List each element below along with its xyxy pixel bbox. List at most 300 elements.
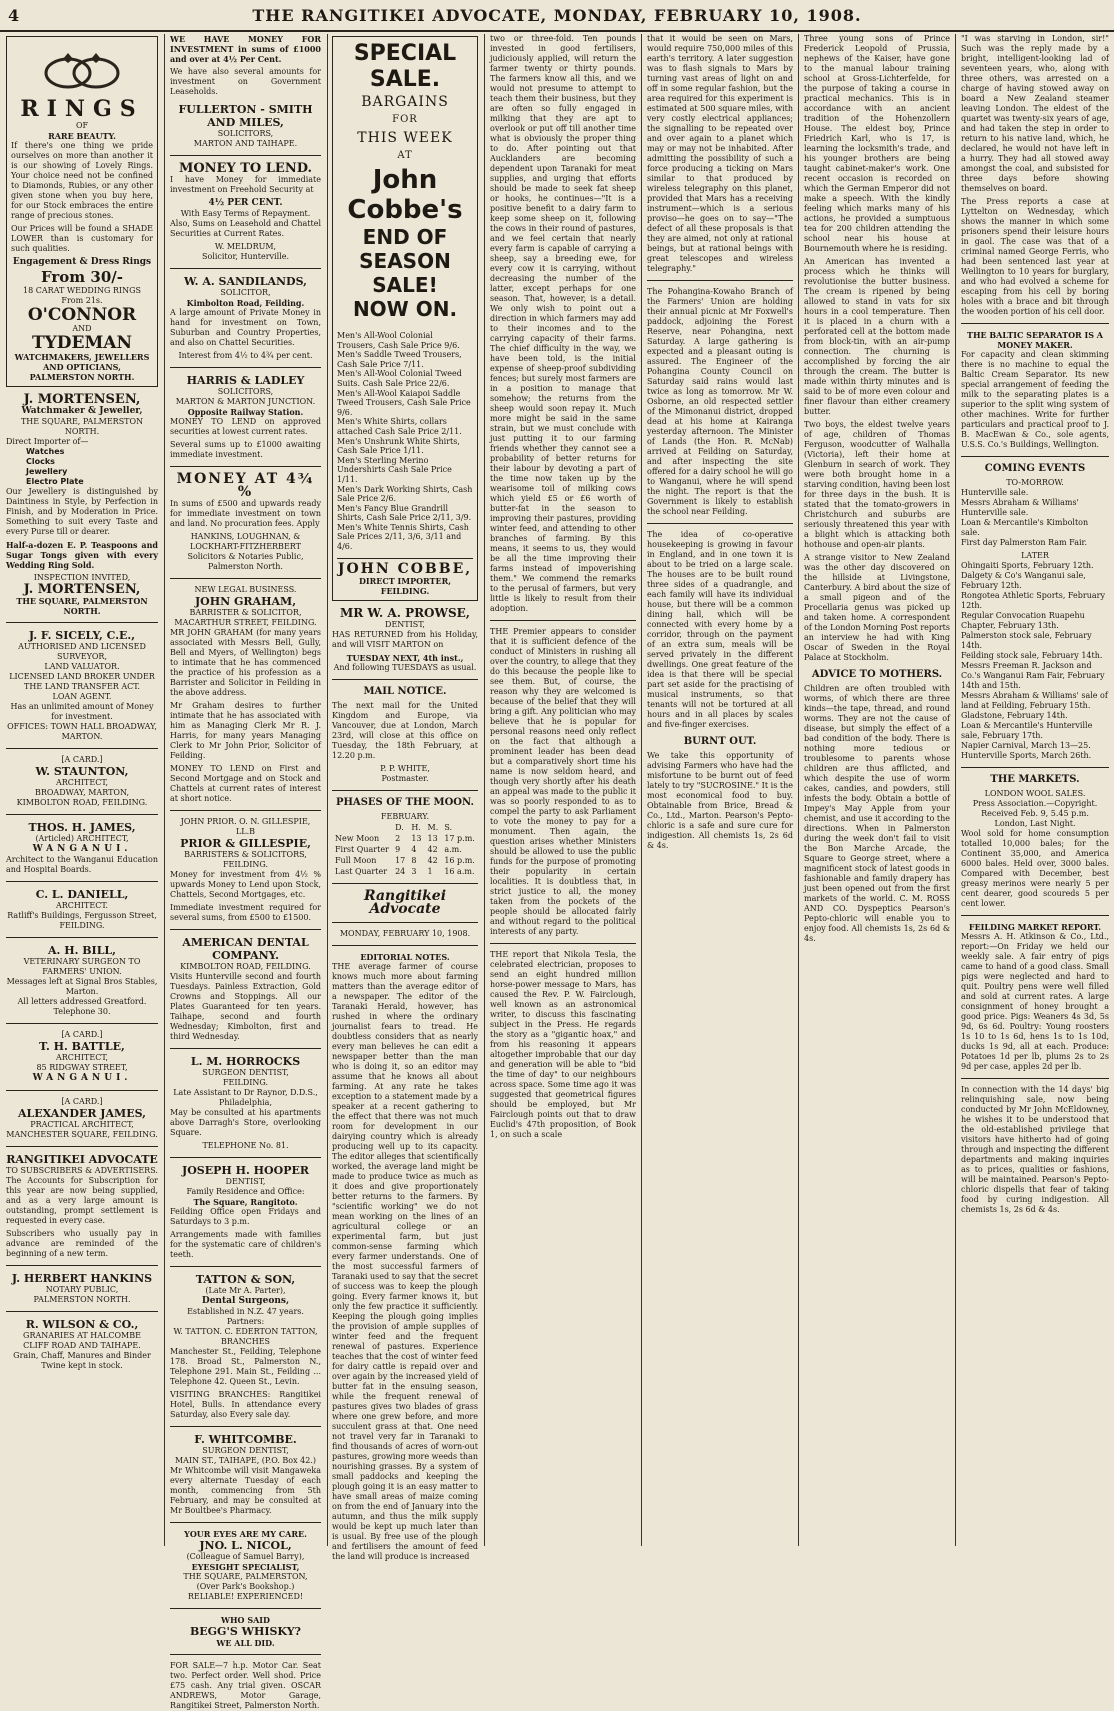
tatton-branches: BRANCHES	[220, 1337, 271, 1346]
hankins-advert	[6, 1272, 158, 1305]
graham-body2: Mr Graham desires to further intimate that he has associated with him as Managing Clerk Mr R. J. Harris, for many years Managing Clerk to Mr John Prior, Solicitor of Feilding.	[170, 701, 321, 760]
nicol-prev: (Colleague of Samuel Barry),	[186, 1552, 305, 1561]
hooper-advert	[170, 1164, 321, 1260]
harris-body: MONEY TO LEND on approved securities at lowest current rates.	[170, 417, 321, 436]
mortensen-addr2: THE SQUARE, PALMERSTON NORTH.	[16, 596, 148, 616]
special-sale-heading: SPECIAL SALE.	[353, 41, 457, 92]
article-body: THE report that Nikola Tesla, the celebrated electrician, proposes to send an eight hundred million horse-power message to Mars, has caused the Rev. P. W. Fairclough, well known as an astronomical writer, to discuss this fascinating subject in the Press. He regards the story as a "gigantic hoax," and from his reasoning it appears altogether improbable that our day and generation will be able to "bid the time of day" to our neighbours across space. Some time ago it was suggested that geometrical figures should be employed, but Mr Fairclough points out that to draw Euclid's 47th proposition, of Book 1, on such a scale	[490, 950, 636, 1139]
moon-cell: Full Moon	[335, 855, 377, 865]
bill-body2: All letters addressed Greatford.	[17, 997, 147, 1006]
moon-col: D.	[395, 822, 404, 832]
graham-name: JOHN GRAHAM,	[194, 595, 297, 608]
meldrum-head: MONEY TO LEND.	[178, 161, 313, 176]
moon-cell: 2	[395, 833, 401, 843]
battle-trade: ARCHITECT,	[55, 1053, 109, 1062]
special-sale-items	[337, 331, 473, 552]
daniell-trade: ARCHITECT.	[55, 901, 109, 910]
moon-col: M.	[427, 822, 439, 832]
beggs-a: WE ALL DID.	[216, 1638, 275, 1648]
cobbe-name: JOHN COBBE,	[337, 560, 473, 577]
horrocks-trade: SURGEON DENTIST,	[202, 1068, 289, 1077]
moon-cell: 3	[411, 866, 417, 876]
special-sale-end4: NOW ON.	[352, 297, 458, 321]
special-sale-end2: SEASON	[359, 249, 451, 273]
rings-engagement: Engagement & Dress Rings	[12, 257, 152, 267]
meldrum-role: Solicitor, Hunterville.	[201, 252, 290, 261]
rings-and: AND	[72, 324, 92, 333]
prowse-name: MR W. A. PROWSE,	[340, 605, 470, 620]
nicol-trade: EYESIGHT SPECIALIST,	[191, 1562, 300, 1572]
graham-body: MR JOHN GRAHAM (for many years associated with Messrs Bell, Gully, Bell and Myers, of Wellington) begs to intimate that he has commenced the practice of his profession as a Barrister and Solicitor in Feilding in the above address.	[170, 628, 321, 697]
dental-name: AMERICAN DENTAL COMPANY.	[182, 936, 309, 962]
money-at-advert	[170, 473, 321, 572]
article-body: Wool sold for home consumption totalled 10,000 bales; for the Continent 35,000, and America 6000 bales. Held over, 3000 bales. Compared with December, best greasy merinos were nearly 5 per cent dearer, good scoureds 5 per cent lower.	[961, 829, 1109, 908]
moon-cell: 16 p.m.	[444, 855, 475, 865]
section-heading: THE BALTIC SEPARATOR IS A MONEY MAKER.	[967, 330, 1103, 350]
nicol-name: JNO. L. NICOL,	[199, 1539, 292, 1552]
rings-firm2: TYDEMAN	[31, 333, 133, 353]
mortensen-name2: J. MORTENSEN,	[23, 582, 141, 597]
moon-cell: Last Quarter	[335, 866, 388, 876]
special-sale-end3: SALE!	[372, 273, 438, 297]
mail-name: P. P. WHITE,	[380, 763, 430, 773]
coming-events-heading: COMING EVENTS	[984, 463, 1086, 474]
editorial-heading: EDITORIAL NOTES.	[360, 951, 450, 962]
rings-body: If there's one thing we pride ourselves on more than another it is our showing of Lovely Rings. Your choice need not be confined to Diamonds, Rubies, or any other given stone when you buy here, for our Stock embraces the entire range of precious stones.	[11, 141, 153, 220]
horrocks-body2: May be consulted at his apartments above Darragh's Store, overlooking Square.	[170, 1108, 321, 1137]
sicely-line5: Has an unlimited amount of Money for investment.	[10, 702, 154, 721]
sicely-line3: LICENSED LAND BROKER UNDER THE LAND TRANSFER ACT.	[9, 672, 155, 691]
moon-row	[332, 833, 478, 844]
moon-cell: 17 p.m.	[444, 833, 475, 843]
nicol-addr: THE SQUARE, PALMERSTON,	[183, 1572, 308, 1581]
tatton-body: Manchester St., Feilding, Telephone 178. Broad St., Palmerston N., Telephone 291. Main St., Feilding ... Telephone 42. Queen St., Levin.	[170, 1347, 321, 1386]
money-head: WE HAVE MONEY FOR INVESTMENT in sums of £1000 and over at 4½ Per Cent.	[170, 34, 321, 64]
article-body: The Pohangina-Kowaho Branch of the Farmers' Union are holding their annual picnic at Mr Foxwell's paddock, adjoining the Forest Reserve, near Pohangina, next Saturday. A large gathering is expected and a pleasant outing is assured. The Engineer of the Pohangina County Council on Saturday said rains would last twice as long as tomorrow. Mr W. Osborne, an old respected settler of the Mimonanui district, dropped dead at his home at Kairanga yesterday afternoon. The Minister of Lands (the Hon. R. McNab) arrived at Feilding on Saturday, and after inspecting the site offered for a dairy school he will go to Wanganui, where he will spend the night. The report is that the Government is likely to establish the school near Feilding.	[647, 287, 793, 516]
article-body: For capacity and clean skimming there is no machine to equal the Baltic Cream Separator. Its new special arrangement of feeding the milk to the separating plates is a superior to the split wing system of other machines. Write for further particulars and practical proof to J. B. MacEwan & Co., sole agents, U.S.S. Co.'s Buildings, Wellington.	[961, 350, 1109, 449]
rings-of: OF	[75, 121, 89, 130]
sale-item: Men's Unshrunk White Shirts, Cash Sale Price 1/11.	[337, 436, 460, 456]
mortensen-trade: Watchmaker & Jeweller,	[21, 406, 143, 416]
feilding-market-heading: FEILDING MARKET REPORT.	[968, 922, 1102, 932]
staunton-card: [A CARD.]	[61, 755, 103, 764]
fullerton-trade: SOLICITORS,	[217, 129, 274, 138]
money-advert	[170, 34, 321, 97]
prior-advert	[170, 817, 321, 923]
moon-cell: 4	[411, 844, 417, 854]
page-number: 4	[8, 6, 20, 25]
london-line: London, Last Night.	[994, 819, 1076, 828]
article-body: that it would be seen on Mars, would require 750,000 miles of this earth's territory. A later suggestion was to flash signals to Mars by turning vast areas of light on and off in some regular fashion, but the area required for this experiment is estimated at 500 square miles, with very costly electrical appliances; the signalling to be repeated over and over again to a planet which may or may not be inhabited. After admitting the possibility of such a force producing a ticking on Mars similar to that produced by wireless telegraphy on this planet, provided that Mars has a receiving instrument—which is a serious proviso—he goes on to say—"The defect of all these proposals is that they are aimed, not only at rational beings, but at rational beings with great telescopes and wireless telegraphy."	[647, 34, 793, 273]
fullerton-advert	[170, 103, 321, 149]
editorial-body: THE average farmer of course knows much more about farming matters than the average editor of a newspaper. The editor of the Taranaki Herald, however, has rushed in where the ordinary journalist fears to tread. He doubtless considers that as nearly every man believes he can edit a newspaper better than the man who is doing it, so an editor may assume that he knows all about farming. At any rate he takes exception to a statement made by a speaker at a recent gathering to the effect that there was not much room for development in our dairying country which is already producing well up to its capacity. The editor alleges that scientifically worked, the average land might be made to produce twice as much as it does and give proportionately better returns to the farmers. By "scientific working" we do not mean working on the lines of an agricultural college or an experimental farm, but just common-sense farming which every farmer understands. One of the most successful farmers of Taranaki used to say that the secret of success was to keep the plough going. Every farmer knows it, but only the few practice it sufficiently. Keeping the plough going implies the provision of ample supplies of winter feed and the frequent renewal of pastures. Experience teaches that the cost of winter feed for dairy cattle is repaid over and over again by the increased yield of butter fat in the ensuing season, while the frequent renewal of pastures gives two blades of grass where one grew before, and more succulent grass at that. One need not travel very far in Taranaki to find thousands of acres of worn-out pastures, growing more weeds than nourishing grasses. By a system of small paddocks and keeping the plough going it is an easy matter to have small areas of maize coming on from the end of January into the autumn, and thus the milk supply would be kept up much later than is usual. By free use of the plough and fertilisers the amount of feed the land will produce is increased	[332, 961, 478, 1561]
moon-head: PHASES OF THE MOON.	[335, 796, 475, 808]
harris-name: HARRIS & LADLEY	[186, 374, 305, 387]
sicely-advert	[6, 629, 158, 742]
sandilands-trade: SOLICITOR,	[220, 288, 271, 297]
beggs-q1: WHO SAID	[221, 1615, 270, 1625]
event-item: Gladstone, February 14th.	[961, 711, 1068, 720]
sicely-line2: LAND VALUATOR.	[44, 662, 120, 671]
press-line: Press Association.—Copyright.	[972, 799, 1098, 808]
battle-name: T. H. BATTLE,	[39, 1040, 125, 1053]
moon-cell: 9	[395, 844, 401, 854]
battle-place: WANGANUI.	[32, 1073, 132, 1083]
nicol-addr2: (Over Park's Bookshop.)	[196, 1582, 295, 1591]
meldrum-advert	[170, 162, 321, 262]
whitcombe-advert	[170, 1433, 321, 1516]
article-body: Messrs A. H. Atkinson & Co., Ltd., report:—On Friday we held our weekly sale. A fair entry of pigs came to hand of a good class. Small pigs were neglected and hard to quit. Poultry pens were well filled and sold at current rates. A large consignment of honey brought a good price. Pigs: Weaners 4s 3d, 5s 9d, 6s 6d. Poultry: Young roosters 1s 10 to 1s 6d, hens 1s to 1s 10d, ducks 1s 9d, all at each. Produce: Potatoes 1d per lb, plums 2s to 2s 9d per case, apples 2d per lb.	[961, 932, 1109, 1071]
horrocks-name: L. M. HORROCKS	[190, 1055, 301, 1068]
daniell-name: C. L. DANIELL,	[35, 888, 129, 901]
article-body: An American has invented a process which he thinks will revolutionise the butter business. The cream is ripened by being allowed to stand in vats for six hours in a cool temperature. Then it is placed in a churn with a perforated cell at the bottom made from block-tin, with an air-pump connection. The churning is accomplished by forcing the air through the cream. The butter is made within thirty minutes and is said to be of more even colour and finer flavour than either creamery butter.	[804, 257, 950, 416]
article-body: We take this opportunity of advising Farmers who have had the misfortune to be burnt out of feed lately to try "SUCROSINE." It is the most economical food to buy. Obtainable from Brice, Bread & Co., Ltd., Marton. Pearson's Pepto-chloric is a safe and sure cure for indigestion. All chemists 1s, 2s 6d & 4s.	[647, 751, 793, 850]
prowse-body2: And following TUESDAYS as usual.	[333, 662, 477, 672]
article-body: In connection with the 14 days' big relinquishing sale, now being conducted by Mr John McEldowney, he wishes it to be understood that the old-established privilege that visitors have hitherto had of going through and inspecting the different departments and making inquiries as to prices, qualities or fashions, will be maintained. Pearson's Pepto-chloric dispells that fear of taking food by curing indigestion. All chemists 1s, 2s 6d & 4s.	[961, 1085, 1109, 1214]
mortensen-item: Electro Plate	[26, 477, 84, 486]
article-body: THE Premier appears to consider that it is sufficient defence of the conduct of Ministers in rushing all over the country, to allege that they do this because the people like to see them. But, of course, the reason why they are welcomed is because of the belief that they will bring a gift. Any politician who may believe that he is popular for personal reasons need only reflect on the fact that although a prominent leader has been dead but a comparatively short time his name is now seldom heard, and though very shortly after his death an appeal was made to the public it was so poorly responded to as to compel the party to ask Parliament to vote the money to pay for a monument. Then again, the question arises whether Ministers should be allowed to use the public funds for the purpose of promoting their popularity in certain localities. It is doubtless that, in strict justice to all, the money taken from the pockets of the people should be allocated fairly and without regard to the political interests of any party.	[490, 627, 636, 936]
mortensen-advert	[6, 393, 158, 616]
sale-item: Men's Saddle Tweed Trousers, Cash Sale Price 7/11.	[337, 350, 462, 369]
james-trade: (Articled) ARCHITECT,	[35, 834, 129, 843]
alexander-advert	[6, 1097, 158, 1140]
prowse-body: HAS RETURNED from his Holiday, and will VISIT MARTON on	[332, 629, 478, 649]
tatton-names: W. TATTON. C. EDERTON TATTON,	[173, 1327, 318, 1336]
event-item: Hunterville Sports, March 26th.	[961, 751, 1092, 760]
beggs-q2: BEGG'S WHISKY?	[189, 1625, 301, 1638]
section-heading: BURNT OUT.	[683, 736, 757, 747]
moon-cell: 24	[395, 866, 406, 876]
moon-cell: 8	[411, 855, 417, 865]
graham-notice: NEW LEGAL BUSINESS.	[194, 585, 297, 594]
event-item: Rongotea Athletic Sports, February 12th.	[961, 591, 1105, 610]
mail-notice	[332, 686, 478, 784]
sicely-line6: OFFICES: TOWN HALL BROADWAY, MARTON.	[7, 722, 157, 741]
moon-col: S.	[444, 822, 453, 832]
wilson-line2: CLIFF ROAD AND TAIHAPE.	[23, 1341, 141, 1350]
bill-tel: Telephone 30.	[53, 1007, 111, 1016]
article-body: The Press reports a case at Lyttelton on Wednesday, which shows the manner in which some prisoners spend their leisure hours in gaol. The case was that of a criminal named George Ferris, who had been sentenced last year at Wellington to 10 years for burglary, and who had evolved a scheme for escaping from his cell by boring holes with a brace and bit through the wooden portion of his cell door.	[961, 197, 1109, 316]
motor-sale: FOR SALE—7 h.p. Motor Car. Seat two. Perfect order. Well shod. Price £75 cash. Any trial given. OSCAR ANDREWS, Motor Garage, Rangitikei Street, Palmerston North.	[170, 1661, 321, 1710]
harris-addr: Opposite Railway Station.	[187, 407, 304, 417]
cobbe-trade: DIRECT IMPORTER,	[358, 575, 452, 586]
sale-item: Men's Fancy Blue Grandrill Shirts, Cash Sale Price 2/11, 3/9.	[337, 503, 472, 523]
hooper-line: Family Residence and Office:	[186, 1187, 305, 1196]
markets-heading: THE MARKETS.	[990, 774, 1080, 785]
alexander-card: [A CARD.]	[61, 1097, 103, 1106]
mail-head: MAIL NOTICE.	[363, 685, 447, 697]
wilson-advert	[6, 1318, 158, 1371]
advocate-body: The Accounts for Subscription for this year are now being supplied, and as a very large amount is outstanding, prompt settlement is requested in every case.	[6, 1176, 158, 1225]
london-heading: LONDON WOOL SALES.	[984, 789, 1086, 798]
prior-body2: Immediate investment required for several sums, from £500 to £1500.	[170, 903, 321, 922]
staunton-name: W. STAUNTON,	[35, 765, 129, 778]
tomorrow-heading: TO-MORROW.	[1006, 478, 1064, 487]
sale-item: Men's All-Wool Kaiapoi Saddle Tweed Trousers, Cash Sale Price 9/6.	[337, 388, 471, 417]
wilson-line1: GRANARIES AT HALCOMBE	[23, 1331, 141, 1340]
horrocks-body: Late Assistant to Dr Raynor, D.D.S., Philadelphia,	[173, 1088, 318, 1107]
moon-row	[332, 866, 478, 877]
event-item: Feilding stock sale, February 14th.	[961, 651, 1103, 660]
moon-cell: First Quarter	[335, 844, 389, 854]
fullerton-name: FULLERTON - SMITH AND MILES,	[178, 103, 313, 129]
tatton-trade: Dental Surgeons,	[201, 1296, 290, 1306]
mortensen-teaspoons: Half-a-dozen E. P. Teaspoons and Sugar Tongs given with every Wedding Ring Sold.	[6, 540, 158, 570]
article-body: "I was starving in London, sir!" Such was the reply made by a bright, intelligent-looking lad of seventeen years, who, along with three others, was arrested on a charge of having stowed away on board a New Zealand steamer leaving London. The eldest of the quartet was twenty-six years of age, and had taken the step in order to return to his native land, which, he declared, he would not have left in a hurry. They had all stowed away amongst the coal, and subsisted for three days before showing themselves on board.	[961, 34, 1109, 193]
event-item: Messrs Abraham & Williams' Hunterville sale.	[961, 498, 1079, 517]
bill-advert	[6, 944, 158, 1017]
sicely-line4: LOAN AGENT.	[52, 692, 112, 701]
wilson-name: R. WILSON & CO.,	[25, 1318, 139, 1331]
event-item: Loan & Mercantile's Kimbolton sale.	[961, 518, 1089, 537]
mortensen-importer: Direct Importer of—	[6, 437, 89, 446]
hankins-trade: NOTARY PUBLIC,	[45, 1285, 119, 1294]
hankins-name: J. HERBERT HANKINS	[11, 1272, 153, 1285]
harris-trade: SOLICITORS,	[217, 387, 274, 396]
whitcombe-body: Mr Whitcombe will visit Mangaweka every alternate Tuesday of each month, commencing from 5th February, and may be consulted at Mr Boultbee's Pharmacy.	[170, 1466, 321, 1515]
column-rule	[955, 34, 956, 1546]
advocate-body2: Subscribers who usually pay in advance are reminded of the beginning of a new term.	[6, 1229, 158, 1258]
newspaper-title: THE RANGITIKEI ADVOCATE, MONDAY, FEBRUARY 10, 1908.	[252, 6, 862, 25]
article-body: A strange visitor to New Zealand was the other day discovered on the hillside at Livingstone, Canterbury. A bird about the size of a small pigeon and of the Procellaria genus was picked up and taken home. A correspondent of the London Morning Post reports an interview he had with King Oscar of Sweden in the Royal Palace at Stockholm.	[804, 553, 950, 662]
harris-place: MARTON & MARTON JUNCTION.	[175, 397, 316, 406]
money-body: We have also several amounts for investment on Government Leaseholds.	[170, 67, 321, 96]
moon-table	[332, 822, 478, 877]
graham-addr: MACARTHUR STREET, FEILDING.	[174, 618, 317, 627]
whitcombe-trade: SURGEON DENTIST,	[202, 1446, 289, 1455]
james-body: Architect to the Wanganui Education and Hospital Boards.	[6, 855, 158, 874]
nicol-head: YOUR EYES ARE MY CARE.	[184, 1529, 307, 1539]
harris-body2: Several sums up to £1000 awaiting immediate investment.	[170, 440, 321, 459]
horrocks-place: FEILDING.	[222, 1078, 269, 1087]
beggs-advert	[170, 1615, 321, 1648]
masthead	[0, 0, 1114, 32]
prior-place: FEILDING.	[222, 860, 269, 869]
event-item: Ohingaiti Sports, February 12th.	[961, 561, 1094, 570]
section-heading: ADVICE TO MOTHERS.	[811, 669, 943, 680]
special-sale-line: THIS WEEK	[357, 130, 453, 146]
column-1	[6, 34, 158, 1546]
horrocks-advert	[170, 1055, 321, 1151]
article-body: two or three-fold. Ten pounds invested in good fertilisers, judiciously applied, will return the farmer twenty or thirty pounds. The farmers know all this, and we would not presume to attempt to teach them their business, but they are often so fully engaged in milking that they are apt to overlook or put off till another time what is obviously the proper thing to do. After pointing out that Aucklanders are becoming dependent upon Taranaki for meat supplies, and urging that efforts should be made to seek fat sheep or hooks, he continues—"It is a positive benefit to a dairy farm to keep some sheep on it, following the cows in their round of pastures, and we feel certain that nearly every farm is capable of carrying a sheep, say a breeding ewe, for every cow it is carrying, without decreasing the number of the latter, except perhaps for one season. That, however, is a detail. We only wish to point out a direction in which farmers may add to their incomes and to the carrying capacity of their farms. The chief difficulty in the way, we have been told, is the initial expense of sheep-proof subdividing fences; but surely most farmers are in a position to manage that somehow; the returns from the sheep would soon repay it. Much more might be said in the same strain, but we must conclude with just putting it to our farming friends whether they cannot see a probability of better returns for their labour by devoting a part of the time now taken up by the wearisome toil of milking cows which yield £5 or £6 worth of butter-fat in the season to improving their pastures, providing winter feed, and attending to other branches of farming. By this means, it seems to us, they would be all the time improving their farms instead of impoverishing them." We commend the remarks to the perusal of farmers, but very little is likely to result from their adoption.	[490, 34, 636, 613]
sale-item: Men's White Shirts, collars attached Cash Sale Price 2/11.	[337, 417, 462, 436]
special-sale-line: AT	[397, 150, 413, 161]
alexander-addr: MANCHESTER SQUARE, FEILDING.	[6, 1130, 158, 1139]
advocate-name: RANGITIKEI ADVOCATE	[6, 1153, 158, 1166]
tatton-name: TATTON & SON,	[195, 1273, 296, 1286]
moon-cell: 13	[411, 833, 422, 843]
horrocks-tel: TELEPHONE No. 81.	[202, 1141, 289, 1150]
rings-advert	[6, 36, 158, 387]
whitcombe-name: F. WHITCOMBE.	[194, 1433, 297, 1446]
mail-role: Postmaster.	[381, 773, 429, 783]
advocate-notice	[6, 1153, 158, 1259]
moon-cell: 16 a.m.	[444, 866, 475, 876]
alexander-name: ALEXANDER JAMES,	[18, 1107, 146, 1120]
paper-date: MONDAY, FEBRUARY 10, 1908.	[339, 928, 471, 938]
mortensen-item: Clocks	[26, 457, 55, 466]
james-advert	[6, 821, 158, 875]
whitcombe-addr: MAIN ST., TAIHAPE, (P.O. Box 42.)	[174, 1456, 317, 1465]
graham-trade: BARRISTER & SOLICITOR,	[189, 608, 302, 617]
article-body: Two boys, the eldest twelve years of age, children of Thomas Ferguson, woodcutter of Walhalla (Victoria), left their home at Glenburn in search of work. They were both brought home in a starving condition, having been lost for three days in the bush. It is stated that the tomato-growers in Christchurch and suburbs are seriously threatened this year with a blight which is attacking both hothouse and open-air plants.	[804, 420, 950, 549]
event-item: Loan & Mercantile's Hunterville sale, February 17th.	[961, 721, 1093, 740]
moon-month: FEBRUARY.	[380, 811, 430, 821]
editorial	[332, 887, 478, 1562]
rings-heading: RINGS	[20, 96, 144, 122]
moon-cell: 42	[427, 855, 438, 865]
mortensen-item: Watches	[26, 447, 65, 456]
event-item: Messrs Abraham & Williams' sale of land at Feilding, February 15th.	[961, 691, 1108, 710]
column-7	[961, 34, 1109, 1546]
meldrum-body: I have Money for immediate investment on Freehold Security at	[170, 175, 321, 194]
rings-place: PALMERSTON NORTH.	[29, 372, 135, 382]
battle-addr: 85 RIDGWAY STREET,	[36, 1063, 128, 1072]
wilson-line3: Grain, Chaff, Manures and Binder Twine kept in stock.	[13, 1351, 151, 1370]
staunton-advert	[6, 755, 158, 808]
advocate-sub: TO SUBSCRIBERS & ADVERTISERS.	[6, 1166, 158, 1175]
bill-name: A. H. BILL,	[48, 944, 116, 957]
column-5	[647, 34, 793, 1546]
tatton-partners: Partners:	[226, 1317, 265, 1326]
moon-col: H.	[411, 822, 421, 832]
graham-body3: MONEY TO LEND on First and Second Mortgage and on Stock and Chattels at current rates of interest at short notice.	[170, 764, 321, 803]
tatton-est: Established in N.Z. 47 years.	[187, 1307, 304, 1316]
sandilands-advert	[170, 275, 321, 361]
dental-place: KIMBOLTON ROAD, FEILDING.	[180, 962, 311, 971]
hooper-body2: Arrangements made with families for the systematic care of children's teeth.	[170, 1230, 321, 1259]
rings-illustration	[40, 47, 124, 91]
moon-cell: 1	[427, 866, 433, 876]
column-rule	[641, 34, 642, 1546]
meldrum-body3: Also, Sums on Leasehold and Chattel Securities at Current Rates.	[170, 219, 321, 238]
special-sale-line: BARGAINS	[361, 94, 449, 110]
harris-advert	[170, 374, 321, 460]
sale-item: Men's White Tennis Shirts, Cash Sale Prices 2/11, 3/6, 3/11 and 4/6.	[337, 522, 469, 552]
moon-cell: New Moon	[335, 833, 380, 843]
article-body: Children are often troubled with worms, of which there are three kinds—the tape, thread, and round worms. They are not the cause of disease, but simply the effect of a bad condition of the body. There is nothing more tedious or troublesome to parents whose children are thus afflicted, and which despite the use of worm cakes, candies, and powders, still infests the body. Obtain a bottle of Impey's May Apple from your chemist, and use it according to the directions. When in Palmerston during the week don't fail to visit the Bon Marche Arcade, the Square to George street, where a magnificent stock of latest goods in fashionable and family drapery has just been opened out from the first markets of the world. C. M. ROSS AND CO. Dyspeptics Pearson's Pepto-chloric will enable you to enjoy food. All chemists 1s, 2s 6d & 4s.	[804, 684, 950, 943]
rings-trade: WATCHMAKERS, JEWELLERS AND OPTICIANS,	[14, 352, 150, 372]
nicol-advert	[170, 1529, 321, 1602]
mortensen-addr: THE SQUARE, PALMERSTON NORTH.	[20, 417, 144, 436]
event-item: Palmerston stock sale, February 14th.	[961, 631, 1092, 650]
money-at-name: HANKINS, LOUGHNAN, & LOCKHART-FITZHERBERT	[190, 532, 301, 551]
hooper-addr: The Square, Rangitoto.	[193, 1197, 298, 1207]
article-body: Three young sons of Prince Frederick Leopold of Prussia, nephews of the Kaiser, have gone to the manual labour training school at Gross-Lichterfelde, for the purpose of taking a course in practical mechanics. This is in accordance with an ancient tradition of the Hohenzollern House. The eldest boy, Prince Friedrich Karl, who is 17, is learning the locksmith's trade, and his younger brothers are being taught cabinet-maker's work. One recent occasion is recorded on which the German Emperor did not make a speech. With the kindly feeling which marks many of his actions, he provided a sumptuous tea for 200 children attending the school near his house at Bournemouth where he is residing.	[804, 34, 950, 253]
money-at-head: MONEY AT 4¾ %	[176, 471, 315, 500]
mortensen-body: Our Jewellery is distinguished by Daintiness in Style, by Perfection in Finish, and by Moderation in Price. Something to suit every Taste and every Purse till or dearer.	[6, 487, 158, 536]
prior-trade: BARRISTERS & SOLICITORS,	[184, 850, 307, 859]
event-item: Hunterville sale.	[961, 488, 1029, 497]
rings-wedding: 18 CARAT WEDDING RINGS From 21s.	[23, 286, 141, 305]
sale-item: Men's Sterling Merino Undershirts Cash Sale Price 1/11.	[337, 455, 452, 484]
prowse-date: TUESDAY NEXT, 4th inst.,	[346, 652, 464, 663]
battle-card: [A CARD.]	[61, 1030, 103, 1039]
hooper-trade: DENTIST,	[225, 1177, 266, 1186]
column-6	[804, 34, 950, 1546]
article-body: The idea of co-operative housekeeping is growing in favour in England, and in one town it is about to be tried on a large scale. The houses are to be built round three sides of a quadrangle, and each family will have its individual house, but there will be a common dining hall, which will be connected with every home by a corridor, through on the payment of an extra sum, meals will be served privately in the different dwellings. One great feature of the idea is that there will be special part set aside for the practising of musical instruments, so that tenants will not be tortured at all hours and in all places by scales and five-finger exercises.	[647, 530, 793, 729]
prior-top: JOHN PRIOR. O. N. GILLESPIE, LL.B	[180, 817, 311, 836]
rings-beauty: RARE BEAUTY.	[48, 131, 116, 141]
paper-name: Rangitikei Advocate	[363, 887, 447, 917]
special-sale-advert	[332, 36, 478, 601]
column-rule	[164, 34, 165, 1546]
sandilands-body: A large amount of Private Money in hand for investment on Town, Suburban and Country Properties, and also on Chattel Securities.	[170, 308, 321, 347]
moon-cell: a.m.	[444, 844, 462, 854]
fullerton-place: MARTON AND TAIHAPE.	[193, 139, 298, 148]
event-item: First day Palmerston Ram Fair.	[961, 538, 1088, 547]
alexander-trade: PRACTICAL ARCHITECT,	[30, 1120, 134, 1129]
event-item: Regular Convocation Ruapehu Chapter, February 13th.	[961, 611, 1085, 630]
tatton-prev: (Late Mr A. Parter),	[205, 1286, 286, 1295]
staunton-addr2: KIMBOLTON ROAD, FEILDING.	[16, 798, 148, 807]
special-sale-line: FOR	[392, 114, 418, 125]
special-sale-end1: END OF	[362, 225, 448, 249]
sandilands-rate: Interest from 4½ to 4¾ per cent.	[178, 351, 313, 360]
hankins-place: PALMERSTON NORTH.	[33, 1295, 131, 1304]
mortensen-invite: INSPECTION INVITED,	[33, 573, 131, 582]
meldrum-rate: 4½ PER CENT.	[208, 198, 283, 208]
james-name: THOS. H. JAMES,	[28, 821, 136, 834]
james-place: WANGANUI.	[32, 844, 132, 854]
bill-body: Messages left at Signal Bros Stables, Marton.	[6, 977, 158, 996]
column-3	[332, 34, 478, 1561]
mortensen-item: Jewellery	[26, 467, 68, 476]
event-item: Dalgety & Co's Wanganui sale, February 12th.	[961, 571, 1086, 590]
later-heading: LATER	[1021, 551, 1049, 560]
dental-advert	[170, 936, 321, 1042]
meldrum-body2: With Easy Terms of Repayment.	[180, 209, 311, 218]
rings-from: From 30/-	[41, 268, 123, 286]
staunton-trade: ARCHITECT,	[55, 778, 109, 787]
money-at-body: In sums of £500 and upwards ready for immediate investment on town and land. No procuration fees. Apply	[170, 499, 321, 528]
moon-row	[332, 844, 478, 855]
column-2	[170, 34, 321, 1710]
meldrum-name: W. MELDRUM,	[214, 242, 277, 251]
event-item: Napier Carnival, March 13—25.	[961, 741, 1091, 750]
special-sale-name: John Cobbe's	[347, 165, 463, 225]
prowse-advert	[332, 607, 478, 673]
sicely-line1: AUTHORISED AND LICENSED SURVEYOR,	[18, 642, 146, 661]
tatton-body2: VISITING BRANCHES: Rangitikei Hotel, Bulls. In attendance every Saturday, also Every sale day.	[170, 1390, 321, 1419]
sale-item: Men's All-Wool Colonial Tweed Suits. Cash Sale Price 22/6.	[337, 369, 462, 388]
battle-advert	[6, 1030, 158, 1084]
money-at-role: Solicitors & Notaries Public, Palmerston North.	[187, 552, 304, 571]
moon-cell: 13	[427, 833, 438, 843]
column-rule	[484, 34, 485, 1546]
nicol-tag: RELIABLE! EXPERIENCED!	[187, 1592, 304, 1601]
staunton-addr: BROADWAY, MARTON,	[34, 788, 130, 797]
sicely-name: J. F. SICELY, C.E.,	[28, 629, 136, 642]
graham-advert	[170, 585, 321, 804]
sandilands-addr: Kimbolton Road, Feilding.	[186, 298, 305, 308]
moon-row	[332, 855, 478, 866]
event-item: Messrs Freeman R. Jackson and Co.'s Wanganui Ram Fair, February 14th and 15th.	[961, 661, 1105, 690]
column-rule	[798, 34, 799, 1546]
moon-phases	[332, 797, 478, 877]
bill-trade: VETERINARY SURGEON TO FARMERS' UNION.	[23, 957, 141, 976]
mail-body: The next mail for the United Kingdom and Europe, via Vancouver, due at London, March 23rd, will close at this office on Tuesday, the 18th February, at 12.20 p.m.	[332, 700, 478, 760]
cobbe-place: FEILDING.	[380, 585, 430, 596]
moon-cell: 17	[395, 855, 406, 865]
sandilands-name: W. A. SANDILANDS,	[184, 275, 307, 288]
hooper-body: Feilding Office open Fridays and Saturdays to 3 p.m.	[170, 1207, 321, 1226]
column-rule	[327, 34, 328, 1546]
rings-body2: Our Prices will be found a SHADE LOWER than is customary for such qualities.	[11, 224, 153, 253]
column-4	[490, 34, 636, 1546]
received-line: Received Feb. 9, 5.45 p.m.	[981, 809, 1089, 818]
mortensen-name: J. MORTENSEN,	[23, 392, 141, 407]
